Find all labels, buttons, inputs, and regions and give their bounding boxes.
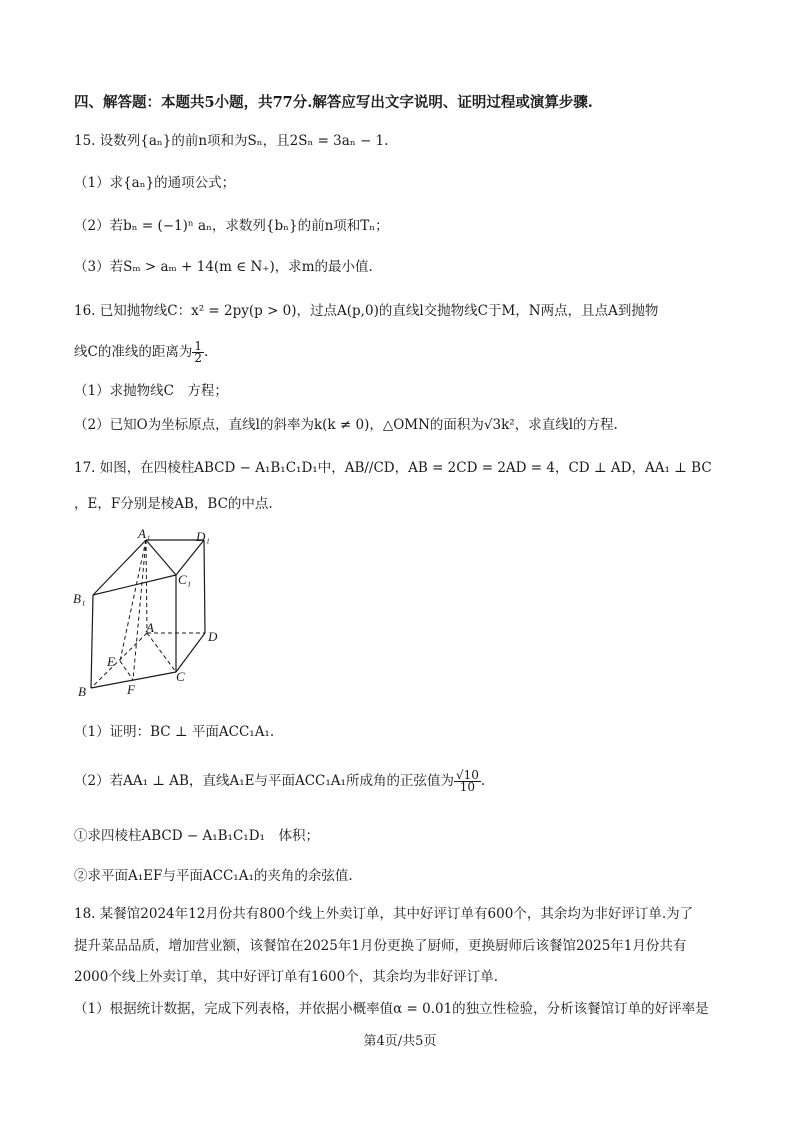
q17-frac-num: √10 [455, 768, 479, 782]
q15-part-1: （1）求{aₙ}的通项公式； [74, 175, 236, 191]
q17-fraction [454, 770, 481, 793]
q17-part-2-text: （2）若AA₁ ⊥ AB，直线A₁E与平面ACC₁A₁所成角的正弦值为 [74, 773, 454, 789]
q17-stem-line-2: ，E，F分别是棱AB，BC的中点. [74, 496, 273, 512]
q15-part-3: （3）若Sₘ > aₘ + 14(m ∈ N₊)，求m的最小值. [74, 259, 373, 275]
label-d: D [208, 629, 218, 644]
q16-fraction [192, 341, 204, 364]
q17-subpart-1: ①求四棱柱ABCD − A₁B₁C₁D₁ 体积； [74, 828, 319, 844]
segment-a1-e [120, 540, 146, 661]
q17-part-2-end: . [480, 773, 486, 789]
label-b1: B₁ [73, 591, 86, 606]
q18-line-1: 18. 某餐馆2024年12月份共有800个线上外卖订单，其中好评订单有600个，其余均为非好评订单.为了 [74, 906, 694, 922]
edge-a1-c1 [146, 540, 176, 575]
q16-stem-end: . [203, 344, 209, 360]
label-c: C [176, 669, 185, 684]
q17-stem-line-1: 17. 如图，在四棱柱ABCD − A₁B₁C₁D₁中，AB//CD，AB = 2CD = 2AD = 4，CD ⊥ AD，AA₁ ⊥ BC [74, 460, 712, 476]
label-c1: C₁ [178, 572, 192, 587]
q17-frac-den: 10 [459, 780, 476, 794]
prism-figure [70, 528, 240, 703]
edge-c1-b1 [93, 575, 176, 595]
label-e: E [107, 654, 115, 669]
q16-stem-line-1: 16. 已知抛物线C：x² = 2py(p > 0)，过点A(p,0)的直线l交抛物线C于M，N两点，且点A到抛物 [74, 303, 659, 319]
edge-c-d [176, 633, 205, 672]
section-header: 四、解答题：本题共5小题，共77分.解答应写出文字说明、证明过程或演算步骤. [74, 94, 593, 111]
q17-subpart-2: ②求平面A₁EF与平面ACC₁A₁的夹角的余弦值. [74, 868, 353, 884]
q16-part-1: （1）求抛物线C 方程； [74, 383, 228, 399]
q17-part-1: （1）证明：BC ⊥ 平面ACC₁A₁. [74, 724, 275, 740]
q18-line-4: （1）根据统计数据，完成下列表格，并依据小概率值α = 0.01的独立性检验，分析该餐馆订单的好评率是 [74, 1001, 709, 1017]
segment-a1-f [133, 540, 146, 680]
q15-part-2: （2）若bₙ = (−1)ⁿ aₙ，求数列{bₙ}的前n项和Tₙ； [74, 218, 389, 234]
label-a1: A₁ [138, 528, 151, 541]
segment-e-f [120, 661, 133, 680]
label-a: A [146, 620, 154, 635]
label-d1: D₁ [196, 529, 210, 544]
edge-a-c [147, 633, 176, 672]
edge-d1-d [204, 540, 205, 633]
q16-stem-line-2 [74, 341, 208, 364]
q16-frac-den: 2 [194, 351, 202, 365]
label-f: F [127, 682, 135, 697]
q15-stem: 15. 设数列{aₙ}的前n项和为Sₙ，且2Sₙ = 3aₙ − 1. [74, 133, 389, 149]
q16-part-2: （2）已知O为坐标原点，直线l的斜率为k(k ≠ 0)，△OMN的面积为√3k²，求直线l的方程. [74, 417, 618, 433]
q18-line-2: 提升菜品品质，增加营业额，该餐馆在2025年1月份更换了厨师，更换厨师后该餐馆2025年1月份共有 [74, 938, 687, 954]
edge-b1-b [91, 595, 93, 688]
page-footer: 第4页/共5页 [363, 1034, 437, 1049]
q16-stem-text: 线C的准线的距离为 [74, 344, 193, 360]
q16-frac-num: 1 [194, 339, 202, 353]
q17-part-2 [74, 770, 485, 793]
edge-d1-c1 [176, 540, 204, 575]
label-b: B [78, 684, 86, 699]
q18-line-3: 2000个线上外卖订单，其中好评订单有1600个，其余均为非好评订单. [74, 969, 499, 985]
edge-b1-a1 [93, 540, 146, 595]
edge-a-b [91, 633, 147, 688]
